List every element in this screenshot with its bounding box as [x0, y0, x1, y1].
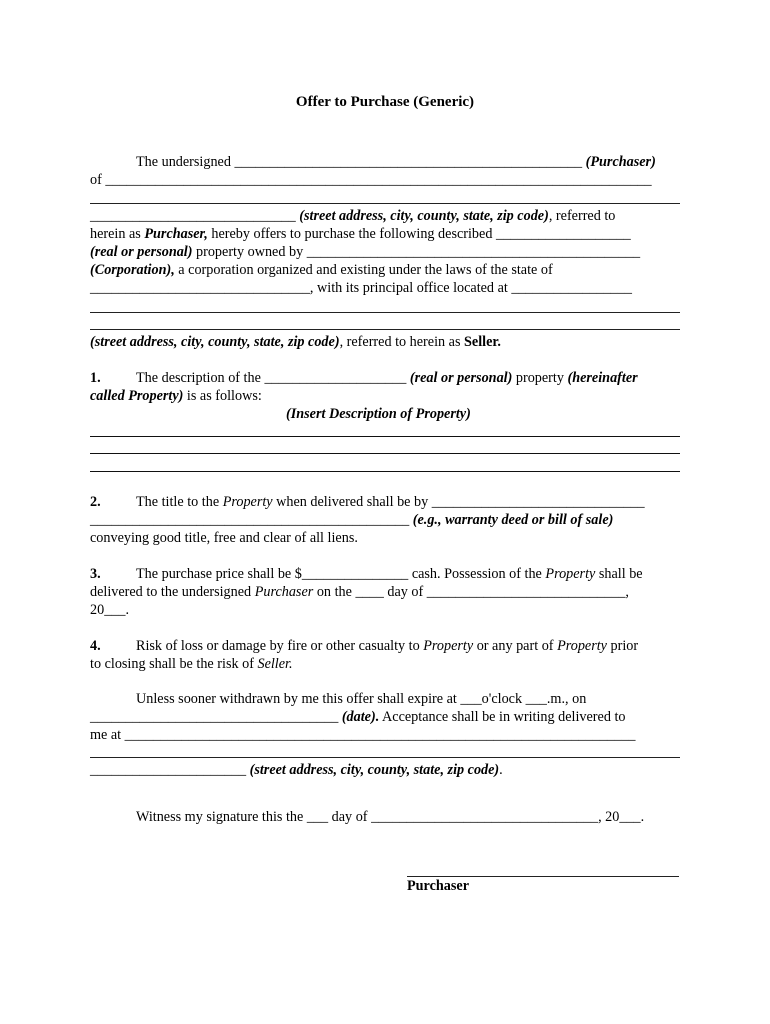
- text-description-of: The description of the: [136, 370, 265, 386]
- section-4-line-2: [90, 655, 680, 673]
- line-seller: [90, 333, 680, 351]
- section-2-number: 2.: [90, 494, 101, 510]
- text-title-to: The title to the: [136, 494, 223, 510]
- signature-line[interactable]: [407, 876, 679, 877]
- property-kind-blank[interactable]: ____________________: [264, 370, 407, 386]
- conveyance-blank[interactable]: ______________________________: [431, 494, 645, 510]
- purchaser-address-blank[interactable]: _____________________________________________________________________________: [105, 172, 652, 188]
- seller-term-4: Seller.: [257, 656, 293, 672]
- text-risk-of-loss: Risk of loss or damage by fire or other casualty to: [136, 638, 424, 654]
- hereinafter-term: (hereinafter: [567, 370, 638, 386]
- expiry-line-2: [90, 708, 680, 726]
- line-owned-by: [90, 243, 680, 261]
- possession-month-blank[interactable]: ____________________________: [426, 584, 626, 600]
- conveyance-blank-2[interactable]: _____________________________________________: [90, 512, 410, 528]
- date-hint: (date).: [338, 709, 380, 725]
- expiry-line-3: [90, 726, 680, 744]
- address-blank[interactable]: _____________________________: [90, 208, 296, 224]
- section-1-line-2: [90, 387, 680, 405]
- insert-description-text: (Insert Description of Property): [286, 406, 471, 422]
- text-property: property: [512, 370, 568, 386]
- office-location-blank[interactable]: _________________: [511, 280, 632, 296]
- text-to-closing: to closing shall be the risk of: [90, 656, 258, 672]
- text-day-of: day of: [383, 584, 427, 600]
- deed-hint: (e.g., warranty deed or bill of sale): [409, 512, 614, 528]
- property-term-4: Property: [423, 638, 474, 654]
- property-term-2: Property: [222, 494, 273, 510]
- period: .: [499, 762, 503, 778]
- section-3-line-2: [90, 583, 680, 601]
- seller-address-hint: (street address, city, county, state, zip code): [90, 334, 340, 350]
- text-owned-by: property owned by: [192, 244, 307, 260]
- possession-day-blank[interactable]: ____: [355, 584, 384, 600]
- text-referred-seller: , referred to herein as: [339, 334, 465, 350]
- state-blank[interactable]: _______________________________: [90, 280, 310, 296]
- text-herein-as: herein as: [90, 226, 145, 242]
- witness-year[interactable]: , 20___.: [598, 809, 645, 825]
- purchaser-label: (Purchaser): [582, 154, 656, 170]
- owner-blank[interactable]: _______________________________________________: [306, 244, 641, 260]
- text-shall-be: shall be: [595, 566, 643, 582]
- signature-label: Purchaser: [407, 878, 469, 894]
- expiry-line-1: [90, 690, 680, 708]
- section-2-line-2: [90, 511, 680, 529]
- witness-line: [90, 808, 680, 826]
- real-personal-hint-2: (real or personal): [406, 370, 513, 386]
- text-acceptance: Acceptance shall be in writing delivered to: [379, 709, 626, 725]
- property-type-blank[interactable]: ___________________: [495, 226, 631, 242]
- seller-address-line-1[interactable]: [90, 312, 680, 313]
- text-undersigned: The undersigned: [136, 154, 235, 170]
- section-1-number: 1.: [90, 370, 101, 386]
- delivery-address-line[interactable]: [90, 757, 680, 758]
- property-term-5: Property: [557, 638, 607, 654]
- description-line-2[interactable]: [90, 453, 680, 454]
- text-principal-office: , with its principal office located at: [309, 280, 512, 296]
- line-principal-office: [90, 279, 680, 297]
- text-purchase-price: The purchase price shall be $: [136, 566, 302, 582]
- section-3-number: 3.: [90, 566, 101, 582]
- purchaser-term: Purchaser,: [144, 226, 208, 242]
- price-blank[interactable]: _______________: [301, 566, 409, 582]
- comma: ,: [625, 584, 629, 600]
- text-of: of: [90, 172, 106, 188]
- purchaser-name-blank[interactable]: _________________________________________________: [234, 154, 583, 170]
- expiry-date-blank[interactable]: ___________________________________: [90, 709, 339, 725]
- text-unless-sooner: Unless sooner withdrawn by me this offer shall expire at ___o'clock ___.m., on: [136, 691, 587, 707]
- line-of: [90, 171, 680, 189]
- section-3-line-3: [90, 601, 680, 619]
- text-delivered-by: when delivered shall be by: [272, 494, 432, 510]
- witness-month-blank[interactable]: ________________________________: [371, 809, 599, 825]
- text-prior: prior: [606, 638, 639, 654]
- text-any-part-of: or any part of: [473, 638, 558, 654]
- real-personal-hint: (real or personal): [90, 244, 193, 260]
- section-4-number: 4.: [90, 638, 101, 654]
- address-format-hint: (street address, city, county, state, zip code): [295, 208, 549, 224]
- purchaser-term-3: Purchaser: [254, 584, 314, 600]
- section-4-line-1: [90, 637, 680, 655]
- delivery-address-blank-2[interactable]: ______________________: [90, 762, 247, 778]
- section-2-line-3: [90, 529, 680, 547]
- expiry-line-4: [90, 761, 680, 779]
- section-2-line-1: [90, 493, 680, 511]
- text-as-follows: is as follows:: [183, 388, 262, 404]
- insert-description-hint: [286, 405, 586, 423]
- line-undersigned: [90, 153, 680, 171]
- description-line-3[interactable]: [90, 471, 680, 472]
- text-offers: hereby offers to purchase the following described: [207, 226, 496, 242]
- text-me-at: me at: [90, 727, 125, 743]
- purchaser-address-line[interactable]: [90, 203, 680, 204]
- text-cash-possession: cash. Possession of the: [408, 566, 546, 582]
- text-corporation-organized: a corporation organized and existing under the laws of the state of: [174, 262, 553, 278]
- section-3-line-1: [90, 565, 680, 583]
- text-delivered-to: delivered to the undersigned: [90, 584, 255, 600]
- property-term-3: Property: [545, 566, 596, 582]
- line-corporation: [90, 261, 680, 279]
- document-title: Offer to Purchase (Generic): [295, 94, 475, 110]
- description-line-1[interactable]: [90, 436, 680, 437]
- text-conveying-title: conveying good title, free and clear of all liens.: [90, 530, 358, 546]
- line-street-address-1: [90, 207, 680, 225]
- called-property-term: called Property): [90, 388, 184, 404]
- section-1-line-1: [90, 369, 680, 387]
- line-herein-purchaser: [90, 225, 680, 243]
- text-referred-to: , referred to: [548, 208, 616, 224]
- address-format-hint-2: (street address, city, county, state, zip code): [246, 762, 500, 778]
- delivery-address-blank[interactable]: ________________________________________________________________________: [124, 727, 636, 743]
- text-witness: Witness my signature this the ___ day of: [136, 809, 372, 825]
- possession-year-blank[interactable]: 20___.: [90, 602, 130, 618]
- text-on-the: on the: [313, 584, 356, 600]
- corporation-term: (Corporation),: [90, 262, 175, 278]
- seller-address-line-2[interactable]: [90, 329, 680, 330]
- seller-term: Seller.: [464, 334, 501, 350]
